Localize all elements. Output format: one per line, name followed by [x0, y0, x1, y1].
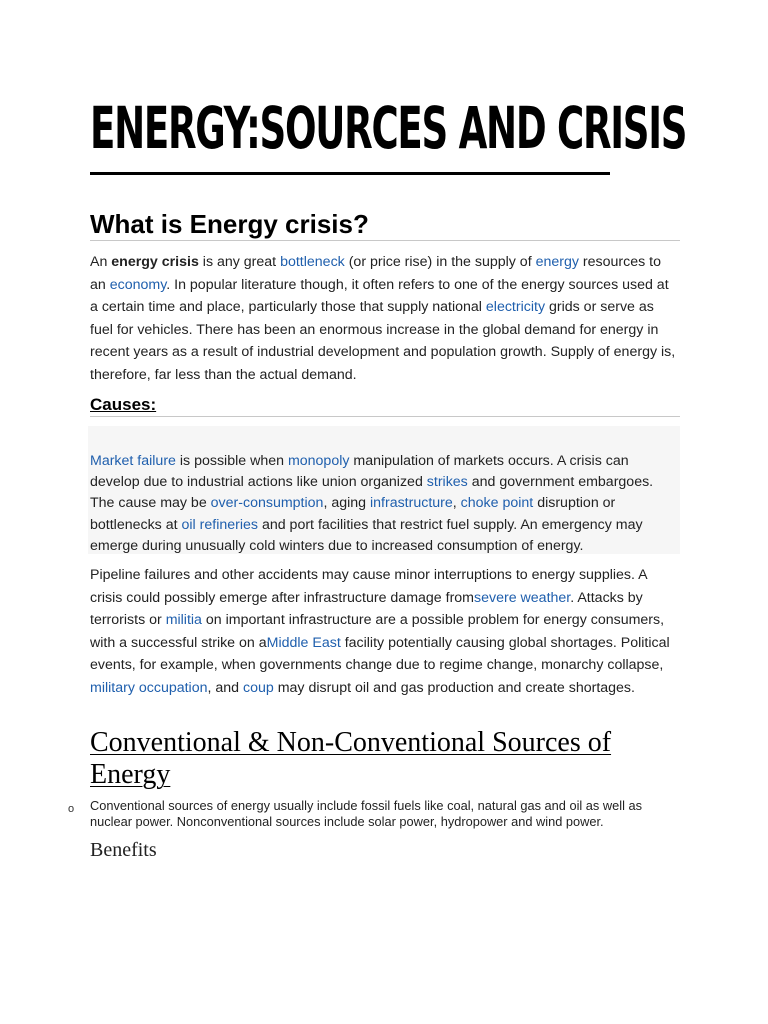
link-middle-east[interactable]: Middle East — [266, 634, 341, 651]
link-militia[interactable]: militia — [165, 612, 202, 629]
text-run: is possible when — [175, 453, 288, 469]
heading-rule — [90, 240, 680, 241]
text-run: resources to an — [90, 254, 661, 293]
text-run: and port facilities that restrict fuel supply. An emergency may emerge during unusually cold winters due to increased consumption of energy. — [90, 516, 643, 554]
paragraph-causes-2 — [90, 564, 680, 700]
link-market-failure[interactable]: Market failure — [90, 453, 176, 469]
text-run: . In popular literature though, it often refers to one of the energy sources used at a certain time and place, particularly those that supply national — [90, 276, 669, 316]
link-electricity[interactable]: electricity — [485, 299, 546, 316]
text-run: Pipeline failures and other accidents may cause minor interruptions to energy supplies. A crisis could possibly emerge after infrastructure damage from — [90, 567, 647, 606]
title-banner — [90, 88, 687, 175]
text-run: grids or serve as fuel for vehicles. There has been an enormous increase in the global demand for energy in recent years as a result of industrial development and population growth. Supply of energy is, therefore, far less than the actual demand. — [90, 299, 676, 383]
list-item-sources: Conventional sources of energy usually include fossil fuels like coal, natural gas and oil as well as nuclear power. Nonconventional sources include solar power, hydropower and wind power. — [90, 798, 642, 829]
heading-line: Conventional & Non-Conventional Sources of — [90, 727, 612, 758]
text-run: manipulation of markets occurs. A crisis can develop due to industrial actions like union organized — [90, 453, 629, 491]
link-oil-refineries[interactable]: oil refineries — [181, 516, 258, 533]
text-run: disruption or bottlenecks at — [90, 495, 616, 533]
bullet-marker: o — [68, 803, 75, 815]
bold-term: energy crisis — [111, 254, 199, 270]
paragraph-causes-1 — [90, 451, 680, 557]
link-severe-weather[interactable]: severe weather — [474, 589, 571, 606]
text-run: is any great — [198, 254, 281, 270]
section-heading-causes: Causes: — [90, 395, 157, 414]
text-run: may disrupt oil and gas production and create shortages. — [273, 679, 635, 696]
section-heading-what-is: What is Energy crisis? — [90, 209, 369, 239]
link-military-occupation[interactable]: military occupation — [90, 679, 208, 696]
link-over-consumption[interactable]: over-consumption — [210, 495, 324, 512]
text-run: facility potentially causing global shortages. Political events, for example, when governments change due to regime change, monarchy collapse, — [90, 634, 670, 674]
subheading-benefits: Benefits — [90, 839, 157, 861]
section-heading-sources — [90, 727, 611, 791]
link-energy[interactable]: energy — [535, 254, 579, 270]
text-run: on important infrastructure are a possible problem for energy consumers, with a successful strike on a — [90, 612, 665, 651]
link-infrastructure[interactable]: infrastructure — [369, 495, 453, 512]
text-run: , aging — [323, 495, 370, 512]
text-run: . Attacks by terrorists or — [90, 589, 643, 629]
link-choke-point[interactable]: choke point — [460, 495, 534, 512]
link-monopoly[interactable]: monopoly — [287, 453, 350, 469]
document-title: ENERGY:SOURCES AND CRISIS — [90, 94, 687, 162]
text-run: An — [90, 254, 112, 270]
link-coup[interactable]: coup — [243, 679, 274, 696]
link-bottleneck[interactable]: bottleneck — [280, 254, 345, 270]
text-run: and government embargoes. The cause may be — [90, 474, 654, 512]
link-strikes[interactable]: strikes — [426, 474, 468, 491]
text-run: (or price rise) in the supply of — [344, 254, 536, 270]
link-economy[interactable]: economy — [109, 276, 167, 293]
text-run: , — [452, 495, 461, 512]
text-run: , and — [207, 679, 243, 696]
paragraph-what-is — [90, 251, 680, 387]
heading-line: Energy — [90, 759, 171, 790]
heading-rule — [90, 416, 680, 417]
